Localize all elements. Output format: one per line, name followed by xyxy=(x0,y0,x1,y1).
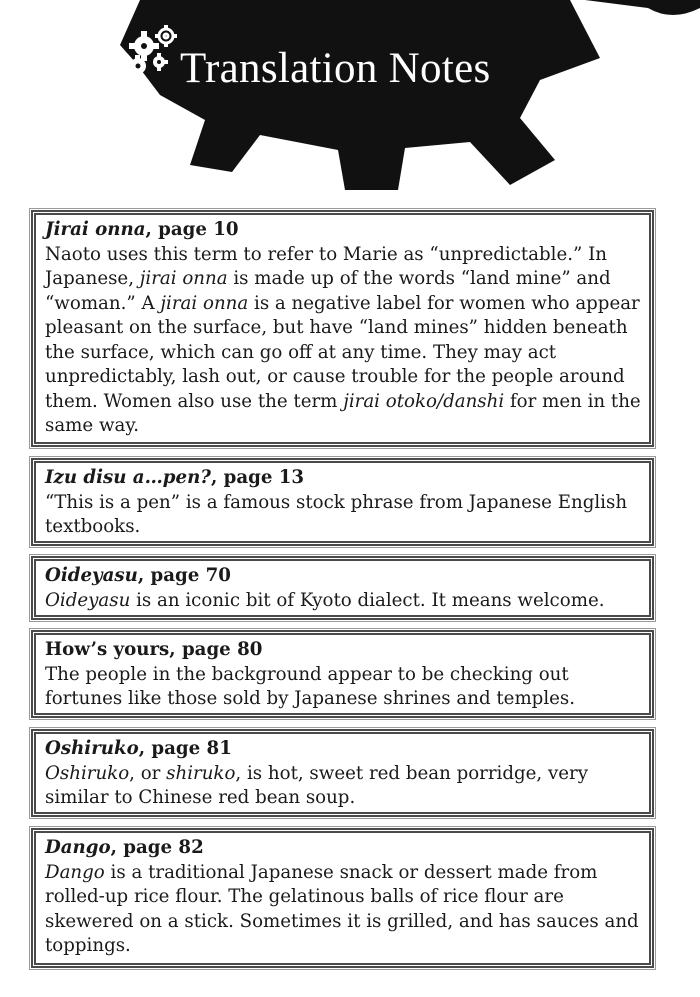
page-title: Translation Notes xyxy=(180,45,491,92)
body-text: is a traditional Japanese snack or dessert made from rolled-up rice flour. The gelatinous balls of rice flour are skewered on a stick. Sometimes it is grilled, and has sauces and toppings. xyxy=(45,861,639,956)
body-text-italic: shiruko xyxy=(166,762,236,784)
note-page: , page 13 xyxy=(210,467,305,488)
note-title xyxy=(45,638,643,663)
note-term: Oideyasu xyxy=(45,565,138,586)
body-text-italic: jirai onna xyxy=(139,268,228,289)
note-page: , page 81 xyxy=(138,738,232,759)
note-body xyxy=(45,589,643,614)
note-term: How’s yours xyxy=(45,639,170,660)
note-box xyxy=(31,210,654,447)
note-body xyxy=(45,663,643,712)
note-body xyxy=(45,861,643,959)
note-title xyxy=(45,466,643,491)
note-term: Izu disu a…pen? xyxy=(45,467,211,488)
body-text-italic: jirai onna xyxy=(160,292,249,314)
body-text-italic: jirai otoko/danshi xyxy=(343,390,505,412)
body-text: for men in the same way. xyxy=(45,390,641,436)
gears-icon xyxy=(122,22,182,82)
body-text: Naoto uses this term to refer to Marie as “unpredictable.” In Japanese, xyxy=(45,243,608,289)
body-text: , or xyxy=(129,762,167,784)
note-term: Jirai onna xyxy=(45,219,146,240)
note-body xyxy=(45,491,643,540)
note-box xyxy=(31,556,654,620)
note-page: , page 10 xyxy=(145,219,239,240)
note-page: , page 80 xyxy=(169,639,263,660)
note-title xyxy=(45,737,643,762)
note-body xyxy=(45,762,643,811)
body-text: , is hot, sweet red bean porridge, very similar to Chinese red bean soup. xyxy=(45,762,588,808)
note-box xyxy=(31,729,654,817)
header-banner xyxy=(0,0,700,200)
body-text-italic: Oshiruko xyxy=(45,762,130,784)
body-text: is a negative label for women who appear pleasant on the surface, but have “land mines” hidden beneath the surface, which can go off at any time. They may act unpredictably, lash out, or cause trouble for the people around them. Women also use the term xyxy=(45,292,640,412)
note-box xyxy=(31,828,654,968)
body-text: is made up of the words “land mine” and “woman.” A xyxy=(45,268,611,314)
note-term: Oshiruko xyxy=(45,738,139,759)
body-text-italic: Oideyasu xyxy=(45,589,131,611)
note-title xyxy=(45,564,643,589)
gear-banner-shape xyxy=(0,0,700,200)
note-title xyxy=(45,218,643,243)
note-term: Dango xyxy=(45,837,111,858)
note-box xyxy=(31,458,654,546)
body-text: is an iconic bit of Kyoto dialect. It means welcome. xyxy=(130,589,605,611)
note-page: , page 70 xyxy=(137,565,231,586)
body-text: “This is a pen” is a famous stock phrase from Japanese English textbooks. xyxy=(45,491,628,537)
note-box xyxy=(31,630,654,718)
note-body xyxy=(45,243,643,439)
body-text: The people in the background appear to be checking out fortunes like those sold by Japanese shrines and temples. xyxy=(45,663,576,709)
note-title xyxy=(45,836,643,861)
note-page: , page 82 xyxy=(110,837,204,858)
body-text-italic: Dango xyxy=(45,861,105,883)
